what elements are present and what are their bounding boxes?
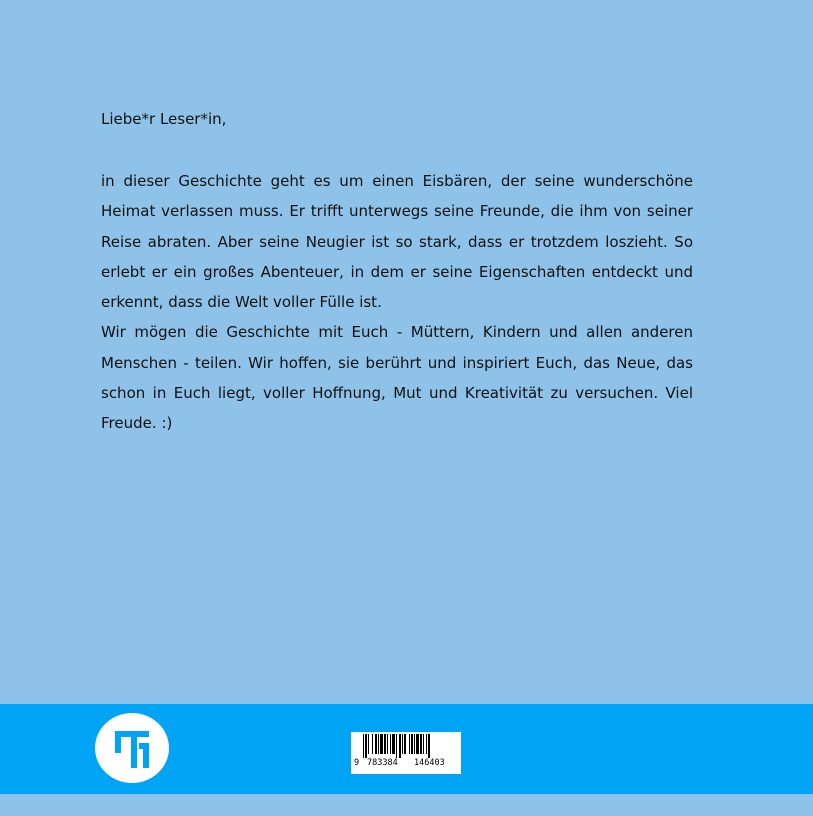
barcode-bar	[372, 734, 373, 754]
letter-paragraph-1: in dieser Geschichte geht es um einen Eisbären, der seine wunderschöne Heimat verlassen muss. Er trifft unterwegs seine Freunde, die ihm von seiner Reise abraten. Aber seine Neugier ist so stark, dass er trotzdem loszieht. So erlebt er ein großes Abenteuer, in dem er seine Eigenschaften entdeckt und erkennt, dass die Welt voller Fülle ist.	[101, 172, 693, 312]
barcode-bar	[384, 734, 386, 754]
barcode-bar	[392, 734, 395, 754]
letter-text-block	[101, 106, 693, 439]
barcode-bar	[363, 734, 364, 758]
barcode-bar	[380, 734, 383, 754]
barcode-bar	[411, 734, 413, 754]
barcode-digits	[351, 757, 461, 769]
barcode-digit-first: 9	[354, 758, 360, 768]
barcode-bar	[396, 734, 397, 758]
barcode-bar	[409, 734, 410, 754]
barcode-bar	[378, 734, 379, 754]
barcode-digits-right: 146403	[414, 758, 445, 768]
barcode-digits-left: 783384	[367, 758, 398, 768]
barcode-bars	[351, 732, 461, 758]
isbn-barcode	[351, 732, 461, 774]
barcode-bar	[375, 734, 377, 754]
barcode-bar	[387, 734, 388, 754]
barcode-bar	[404, 734, 406, 754]
barcode-bar	[416, 734, 419, 754]
barcode-bar	[426, 734, 427, 754]
letter-greeting: Liebe*r Leser*in,	[101, 110, 227, 128]
barcode-bar	[390, 734, 391, 754]
barcode-bar	[423, 734, 424, 754]
letter-paragraph-2: Wir mögen die Geschichte mit Euch - Müttern, Kindern und allen anderen Menschen - teilen. Wir hoffen, sie berührt und inspiriert Euch, das Neue, das schon in Euch liegt, voller Hoffnung, Mut und Kreativität zu versuchen. Viel Freude. :)	[101, 323, 693, 433]
barcode-bar	[402, 734, 403, 754]
barcode-bar	[399, 734, 401, 758]
barcode-bar	[414, 734, 415, 754]
barcode-bar	[420, 734, 422, 754]
publisher-logo-icon	[95, 713, 169, 783]
barcode-bar	[368, 734, 369, 754]
barcode-bar	[365, 734, 367, 758]
barcode-bar	[428, 734, 430, 758]
